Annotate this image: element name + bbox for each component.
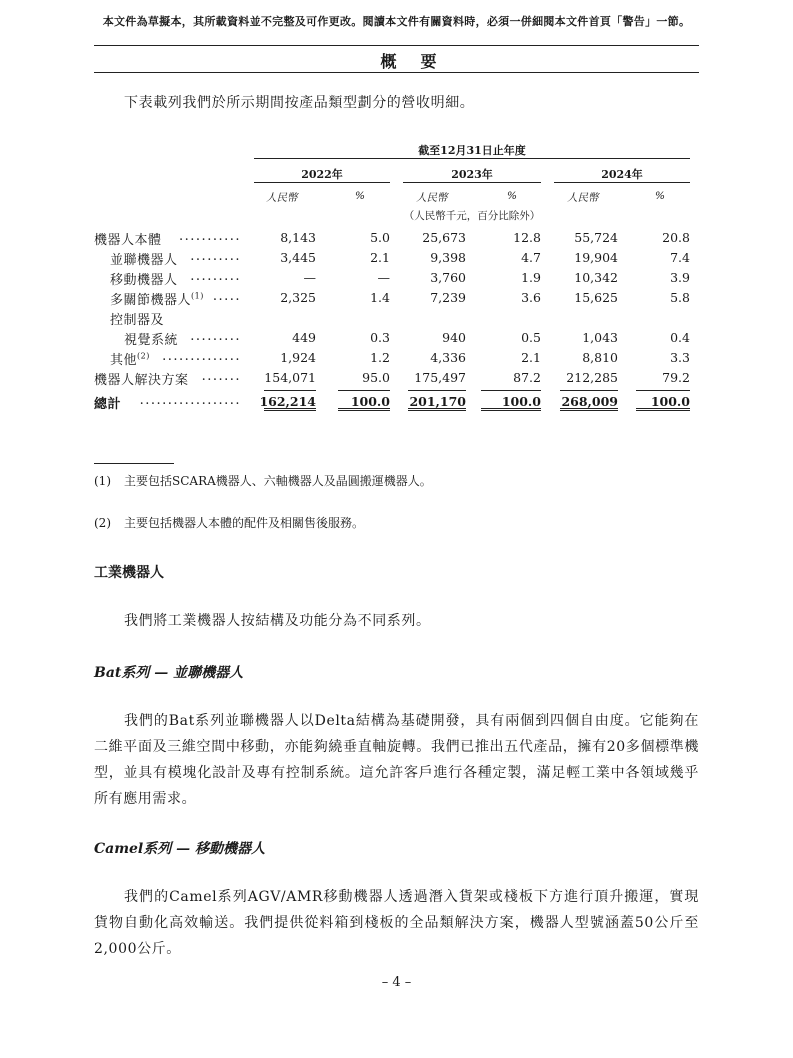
total-underline-pct-2022 [338, 408, 390, 411]
section-title: 概要 [380, 52, 461, 71]
cell-rmb-2024: 19,904 [574, 250, 618, 265]
footnote-1-text: 主要包括SCARA機器人、六軸機器人及晶圓搬運機器人。 [124, 474, 432, 488]
cell-pct-2023: 1.9 [521, 270, 541, 285]
cell-rmb-2024: 15,625 [574, 290, 618, 305]
cell-pct-2022: — [377, 270, 390, 285]
year-underline-2023 [403, 182, 541, 183]
cell-pct-2023: 12.8 [513, 230, 541, 245]
cell-rmb-2024: 8,810 [582, 350, 618, 365]
total-overline-pct-2023 [481, 390, 541, 391]
cell-pct-2022: 2.1 [370, 250, 390, 265]
bat-series-paragraph: 我們的Bat系列並聯機器人以Delta結構為基礎開發，具有兩個到四個自由度。它能夠在二維平面及三維空間中移動，亦能夠繞垂直軸旋轉。我們已推出五代產品，擁有20多個標準機型，並具有模塊化設計及專有控制系統。這允許客戶進行各種定製，滿足輕工業中各領域幾乎所有應用需求。 [94, 713, 699, 807]
cell-rmb-2022: 1,924 [280, 350, 316, 365]
col-pct-2022: % [355, 190, 365, 202]
cell-pct-2022: 1.2 [370, 350, 390, 365]
cell-pct-2023: 0.5 [521, 330, 541, 345]
cell-rmb-2023: 4,336 [430, 350, 466, 365]
cell-rmb-2023: 25,673 [422, 230, 466, 245]
total-overline-rmb-2023 [408, 390, 466, 391]
col-pct-2024: % [655, 190, 665, 202]
total-underline-rmb-2022 [264, 408, 316, 411]
footnote-rule [94, 463, 174, 464]
row-label [94, 369, 189, 388]
footnote-1-num: (1) [94, 474, 111, 488]
col-pct-2023: % [507, 190, 517, 202]
row-label [94, 229, 162, 248]
row-leader-dots: ..... [212, 289, 241, 304]
cell-rmb-2024: 212,285 [566, 370, 618, 385]
camel-series-paragraph: 我們的Camel系列AGV/AMR移動機器人透過潛入貨架或棧板下方進行頂升搬運，實現貨物自動化高效輸送。我們提供從料箱到棧板的全品類解決方案，機器人型號涵蓋50公斤至2,000公斤。 [94, 889, 699, 957]
cell-pct-2022: 0.3 [370, 330, 390, 345]
row-label [110, 349, 150, 368]
total-underline-rmb-2024 [560, 408, 618, 411]
row-label-text: 視覺系統 [124, 333, 179, 348]
cell-pct-2023: 4.7 [521, 250, 541, 265]
row-label [124, 329, 178, 348]
draft-warning-note: 本文件為草擬本，其所載資料並不完整及可作更改。閱讀本文件有關資料時，必須一併細閱本文件首頁「警告」一節。 [102, 15, 691, 28]
row-label-text: 機器人解決方案 [94, 373, 189, 388]
cell-pct-2024: 79.2 [662, 370, 690, 385]
row-label [94, 393, 121, 412]
year-underline-2024 [554, 182, 690, 183]
total-underline-pct-2024 [636, 408, 690, 411]
cell-rmb-2023: 940 [442, 330, 466, 345]
cell-rmb-2023: 201,170 [409, 394, 466, 409]
row-label-text: 並聯機器人 [110, 253, 178, 268]
cell-rmb-2023: 175,497 [414, 370, 466, 385]
footnote-2-num: (2) [94, 516, 111, 530]
year-underline-2022 [254, 182, 390, 183]
year-header-2023: 2023年 [451, 168, 493, 181]
cell-rmb-2022: 154,071 [264, 370, 316, 385]
row-label-text: 機器人本體 [94, 233, 162, 248]
footnote-1 [94, 472, 432, 489]
row-leader-dots: ......... [190, 329, 241, 344]
header-bottom-rule [94, 72, 699, 73]
cell-pct-2024: 3.3 [670, 350, 690, 365]
total-overline-rmb-2022 [264, 390, 316, 391]
cell-rmb-2022: 162,214 [259, 394, 316, 409]
row-label [110, 309, 164, 328]
unit-note: （人民幣千元，百分比除外） [403, 210, 541, 222]
bat-series-heading: Bat系列 — 並聯機器人 [94, 665, 244, 681]
header-top-rule [94, 45, 699, 46]
period-underline [254, 158, 690, 159]
period-header: 截至12月31日止年度 [418, 144, 526, 157]
col-rmb-2023: 人民幣 [416, 192, 448, 204]
row-label-text: 其他 [110, 353, 138, 368]
row-footnote-ref: (2) [137, 351, 150, 361]
row-leader-dots: ....... [201, 369, 241, 384]
total-overline-pct-2022 [338, 390, 390, 391]
cell-rmb-2023: 3,760 [430, 270, 466, 285]
total-underline-pct-2023 [481, 408, 541, 411]
cell-pct-2023: 3.6 [521, 290, 541, 305]
row-leader-dots: ......... [190, 269, 241, 284]
cell-pct-2022: 95.0 [362, 370, 390, 385]
cell-rmb-2023: 7,239 [430, 290, 466, 305]
row-label [110, 289, 204, 308]
cell-pct-2024: 0.4 [670, 330, 690, 345]
row-label [110, 249, 178, 268]
cell-rmb-2024: 55,724 [574, 230, 618, 245]
cell-rmb-2022: 2,325 [280, 290, 316, 305]
row-footnote-ref: (1) [191, 291, 204, 301]
col-rmb-2024: 人民幣 [567, 192, 599, 204]
cell-rmb-2022: 8,143 [280, 230, 316, 245]
footnote-2-text: 主要包括機器人本體的配件及相關售後服務。 [124, 516, 365, 530]
cell-rmb-2024: 10,342 [574, 270, 618, 285]
col-rmb-2022: 人民幣 [266, 192, 298, 204]
year-header-2022: 2022年 [301, 168, 343, 181]
cell-pct-2024: 5.8 [670, 290, 690, 305]
row-label [110, 269, 178, 288]
row-label-text: 總計 [94, 397, 122, 412]
row-leader-dots: .................. [139, 393, 241, 408]
row-label-text: 多關節機器人 [110, 293, 192, 308]
cell-rmb-2022: 449 [292, 330, 316, 345]
cell-pct-2024: 100.0 [650, 394, 690, 409]
row-label-text: 移動機器人 [110, 273, 178, 288]
cell-pct-2024: 7.4 [670, 250, 690, 265]
intro-paragraph: 下表載列我們於所示期間按產品類型劃分的營收明細。 [124, 95, 475, 111]
row-leader-dots: ......... [190, 249, 241, 264]
cell-pct-2024: 20.8 [662, 230, 690, 245]
cell-pct-2023: 100.0 [501, 394, 541, 409]
total-underline-rmb-2023 [408, 408, 466, 411]
cell-rmb-2022: 3,445 [280, 250, 316, 265]
cell-pct-2023: 2.1 [521, 350, 541, 365]
total-overline-rmb-2024 [560, 390, 618, 391]
cell-pct-2022: 5.0 [370, 230, 390, 245]
cell-pct-2023: 87.2 [513, 370, 541, 385]
page-number: – 4 – [381, 975, 412, 990]
cell-rmb-2024: 268,009 [561, 394, 618, 409]
footnote-2 [94, 514, 364, 531]
cell-rmb-2024: 1,043 [582, 330, 618, 345]
total-overline-pct-2024 [636, 390, 690, 391]
industrial-robots-paragraph: 我們將工業機器人按結構及功能分為不同系列。 [124, 613, 431, 629]
industrial-robots-heading: 工業機器人 [94, 565, 164, 581]
year-header-2024: 2024年 [601, 168, 643, 181]
row-leader-dots: .............. [162, 349, 241, 364]
row-label-text: 控制器及 [110, 313, 165, 328]
cell-pct-2022: 1.4 [370, 290, 390, 305]
cell-pct-2022: 100.0 [350, 394, 390, 409]
cell-rmb-2023: 9,398 [430, 250, 466, 265]
row-leader-dots: ........... [179, 229, 241, 244]
cell-pct-2024: 3.9 [670, 270, 690, 285]
camel-series-heading: Camel系列 — 移動機器人 [94, 841, 266, 857]
cell-rmb-2022: — [303, 270, 316, 285]
